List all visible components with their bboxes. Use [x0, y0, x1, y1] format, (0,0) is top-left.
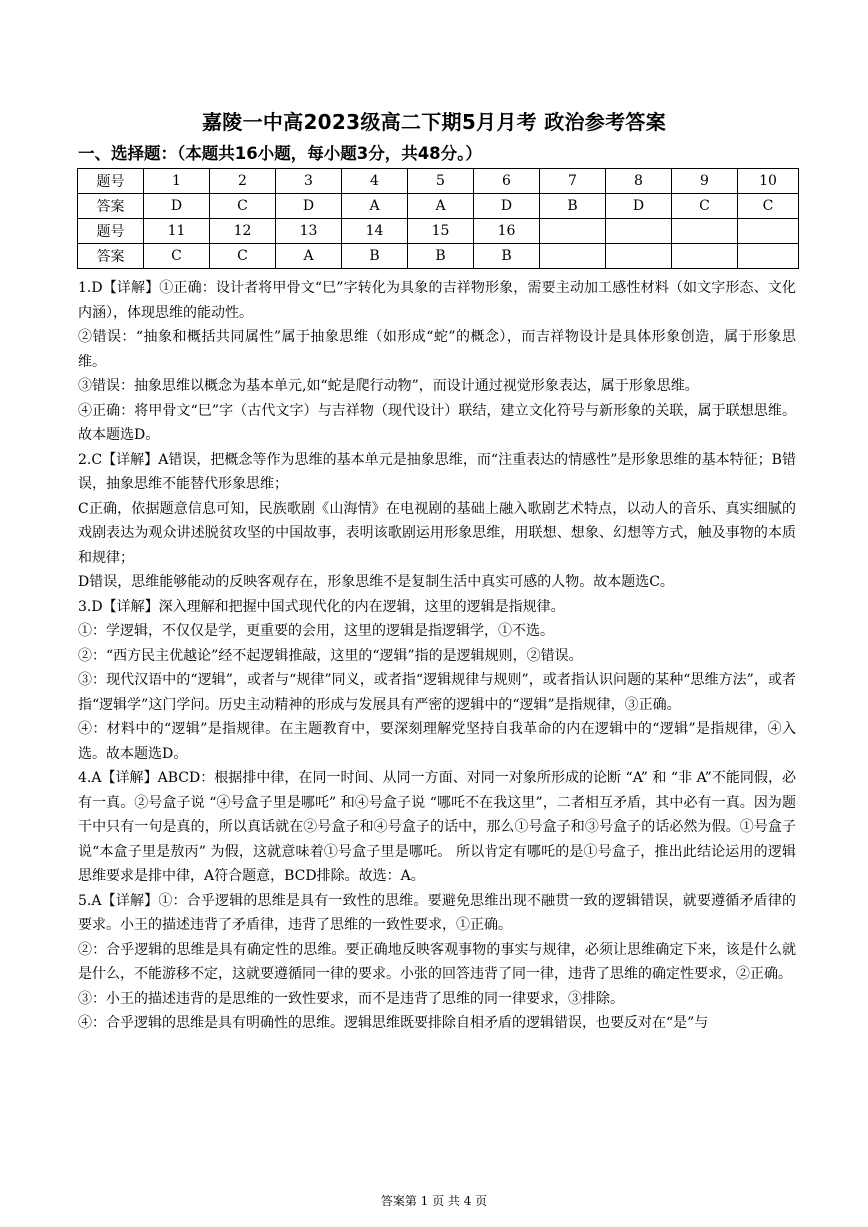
page-footer: 答案第 1 页 共 4 页 — [380, 1194, 488, 1208]
answer-table-cell: 11 — [144, 219, 210, 244]
answer-table-cell — [540, 244, 606, 269]
answer-table-cell — [606, 244, 672, 269]
answer-table-cell: 1 — [144, 169, 210, 194]
explanation-paragraph: C正确，依据题意信息可知，民族歌剧《山海情》在电视剧的基础上融入歌剧艺术特点，以动人的音乐、真实细腻的戏剧表达为观众讲述脱贫攻坚的中国故事，表明该歌剧运用形象思维，用联想、想象、幻想等方式，触及事物的本质和规律； — [78, 500, 796, 566]
answer-table-cell — [738, 244, 799, 269]
answer-table-cell: C — [738, 194, 799, 219]
answer-table-cell: D — [144, 194, 210, 219]
answer-table-cell: C — [210, 244, 276, 269]
answer-table-cell: D — [606, 194, 672, 219]
explanation-paragraph: ③错误：抽象思维以概念为基本单元,如“蛇是爬行动物”，而设计通过视觉形象表达，属于形象思维。 — [78, 378, 699, 394]
answer-table-cell: D — [474, 194, 540, 219]
answer-table-cell: 7 — [540, 169, 606, 194]
answer-table-cell: 12 — [210, 219, 276, 244]
answer-explanations — [78, 276, 796, 1036]
explanation-paragraph: ②：合乎逻辑的思维是具有确定性的思维。要正确地反映客观事物的事实与规律，必须让思维确定下来，该是什么就是什么，不能游移不定，这就要遵循同一律的要求。小张的回答违背了同一律，违背了思维的确定性要求，②正确。 — [78, 941, 796, 982]
answer-table-cell — [606, 219, 672, 244]
answer-table-cell: B — [474, 244, 540, 269]
explanation-paragraph: ②：“西方民主优越论”经不起逻辑推敲，这里的“逻辑”指的是逻辑规则，②错误。 — [78, 647, 583, 664]
answer-table-cell — [738, 219, 799, 244]
explanation-paragraph: ②错误：“抽象和概括共同属性”属于抽象思维（如形成“蛇”的概念），而吉祥物设计是具体形象创造，属于形象思维。 — [78, 329, 796, 370]
answer-table-header-cell: 题号 — [78, 169, 144, 194]
answer-table-cell: 4 — [342, 169, 408, 194]
answer-table-cell: B — [408, 244, 474, 269]
answer-table-cell: 9 — [672, 169, 738, 194]
answer-table-cell: 2 — [210, 169, 276, 194]
answer-table-row — [78, 194, 799, 219]
answer-table-cell — [672, 219, 738, 244]
answer-table-cell: C — [672, 194, 738, 219]
answer-table-cell: C — [210, 194, 276, 219]
answer-table-cell: A — [408, 194, 474, 219]
section-heading: 一、选择题：（本题共16小题，每小题3分，共48分。） — [78, 144, 482, 163]
explanation-paragraph: 3.D【详解】深入理解和把握中国式现代化的内在逻辑，这里的逻辑是指规律。 — [78, 598, 565, 615]
explanation-paragraph: 5.A【详解】①：合乎逻辑的思维是具有一致性的思维。要避免思维出现不融贯一致的逻辑错误，就要遵循矛盾律的要求。小王的描述违背了矛盾律，违背了思维的一致性要求，①正确。 — [78, 892, 796, 933]
answer-table-cell: D — [276, 194, 342, 219]
answer-table-cell: 14 — [342, 219, 408, 244]
answer-table-row — [78, 219, 799, 244]
answer-table-cell: 5 — [408, 169, 474, 194]
answer-table-row — [78, 244, 799, 269]
answer-table-cell: 13 — [276, 219, 342, 244]
answer-table-cell: 10 — [738, 169, 799, 194]
explanation-paragraph: ④：合乎逻辑的思维是具有明确性的思维。逻辑思维既要排除自相矛盾的逻辑错误，也要反对在“是”与 — [78, 1015, 709, 1031]
answer-table-cell: 15 — [408, 219, 474, 244]
answer-table-cell: 6 — [474, 169, 540, 194]
answer-table-cell: C — [144, 244, 210, 269]
explanation-paragraph: ①：学逻辑，不仅仅是学，更重要的会用，这里的逻辑是指逻辑学，①不选。 — [78, 623, 554, 639]
answer-table-cell: 8 — [606, 169, 672, 194]
explanation-paragraph: ③：现代汉语中的“逻辑”，或者与“规律”同义，或者指“逻辑规律与规则”，或者指认识问题的某种“思维方法”，或者指“逻辑学”这门学问。历史主动精神的形成与发展具有严密的逻辑中的“逻辑”是指规律，③正确。 — [78, 672, 796, 713]
answer-table-header-cell: 答案 — [78, 244, 144, 269]
answer-table-row — [78, 169, 799, 194]
answer-table-cell: B — [540, 194, 606, 219]
explanation-paragraph: 1.D【详解】①正确：设计者将甲骨文“巳”字转化为具象的吉祥物形象，需要主动加工感性材料（如文字形态、文化内涵），体现思维的能动性。 — [78, 280, 796, 321]
explanation-paragraph: ④：材料中的“逻辑”是指规律。在主题教育中，要深刻理解党坚持自我革命的内在逻辑中的“逻辑”是指规律，④入选。故本题选D。 — [78, 721, 796, 762]
answer-table-cell — [540, 219, 606, 244]
answer-table-header-cell: 答案 — [78, 194, 144, 219]
answer-table-cell: A — [342, 194, 408, 219]
explanation-paragraph: 4.A【详解】ABCD：根据排中律，在同一时间、从同一方面、对同一对象所形成的论断 “A” 和 “非 A”不能同假，必有一真。②号盒子说 “④号盒子里是哪吒” 和④号盒子说 “哪吒不在我这里”，二者相互矛盾，其中必有一真。因为题干中只有一句是真的，所以真话就在②号盒子和④号盒子的话中，那么①号盒子和③号盒子的话必然为假。①号盒子说“本盒子里是敖丙” 为假，这就意味着①号盒子里是哪吒。 所以肯定有哪吒的是①号盒子，推出此结论运用的逻辑思维要求是排中律，A符合题意，BCD排除。故选：A。 — [78, 770, 796, 884]
answer-table — [77, 168, 799, 269]
explanation-paragraph: D错误，思维能够能动的反映客观存在，形象思维不是复制生活中真实可感的人物。故本题选C。 — [78, 574, 674, 590]
answer-table-cell: 3 — [276, 169, 342, 194]
answer-table-header-cell: 题号 — [78, 219, 144, 244]
answer-table-cell: A — [276, 244, 342, 269]
answer-table-cell: B — [342, 244, 408, 269]
answer-table-cell: 16 — [474, 219, 540, 244]
explanation-paragraph: 2.C【详解】A错误，把概念等作为思维的基本单元是抽象思维，而“注重表达的情感性”是形象思维的基本特征；B错误，抽象思维不能替代形象思维； — [78, 451, 796, 492]
answer-table-cell — [672, 244, 738, 269]
page-title: 嘉陵一中高2023级高二下期5月月考 政治参考答案 — [201, 110, 667, 134]
explanation-paragraph: ④正确：将甲骨文“巳”字（古代文字）与吉祥物（现代设计）联结，建立文化符号与新形象的关联，属于联想思维。故本题选D。 — [78, 402, 796, 443]
explanation-paragraph: ③：小王的描述违背的是思维的一致性要求，而不是违背了思维的同一律要求，③排除。 — [78, 990, 624, 1007]
